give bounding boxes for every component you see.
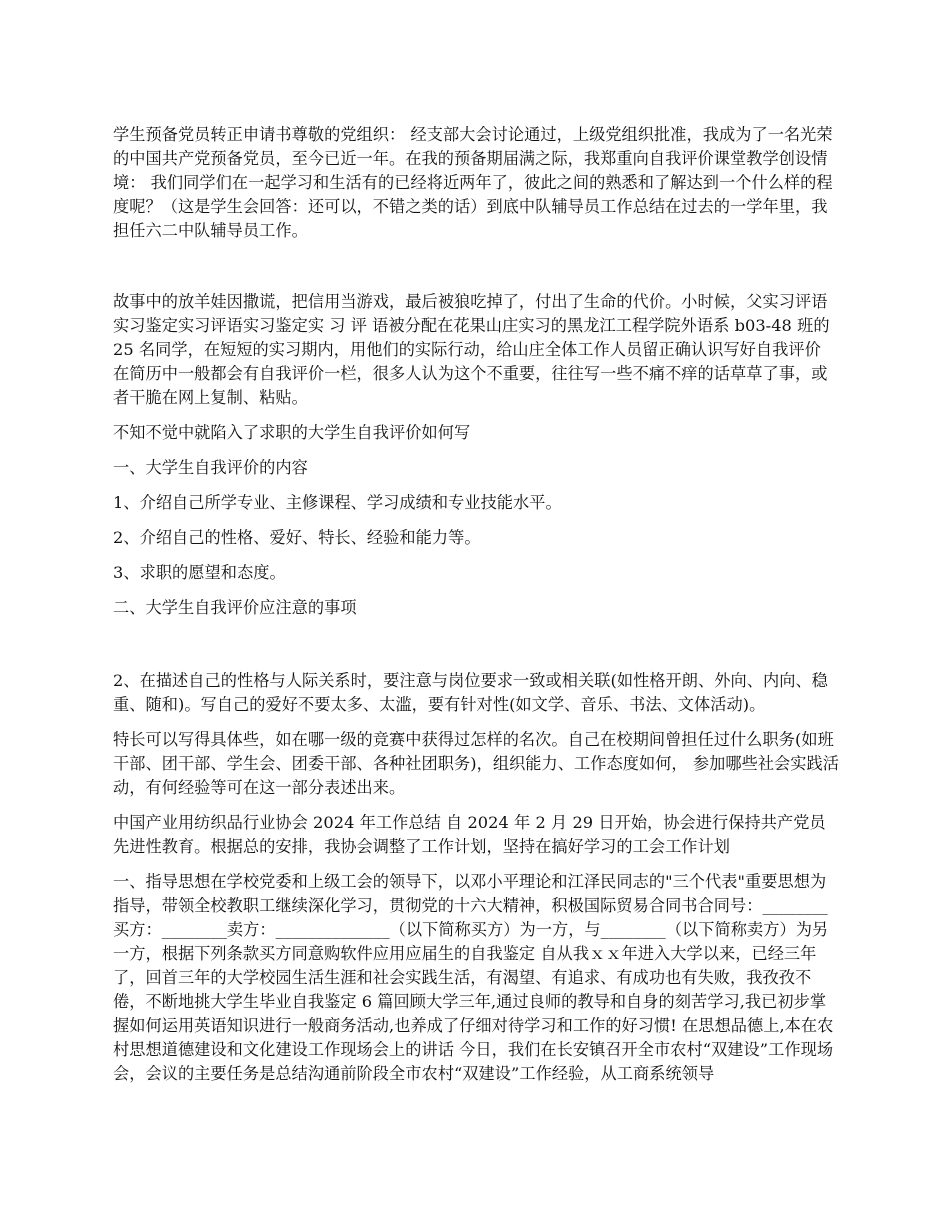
paragraph-association: 中国产业用纺织品行业协会 2024 年工作总结 自 2024 年 2 月 29 日开始，协会进行保持共产党员先进性教育。根据总的安排，我协会调整了工作计划，坚持在搞好学习的工会工作计划: [113, 813, 826, 856]
paragraph-story: 故事中的放羊娃因撒谎，把信用当游戏，最后被狼吃掉了，付出了生命的代价。小时候，父实习评语实习鉴定实习评语实习鉴定实 习 评 语被分配在花果山庄实习的黑龙江工程学院外语系 b03-48 班的 25 名同学，在短短的实习期内，用他们的实际行动，给山庄全体工作人员留正确认识写好自我评价 在简历中一般都会有自我评价一栏，很多人认为这个不重要，往往写一些不痛不痒的话草草了事，或者干脆在网上复制、粘贴。: [113, 292, 830, 407]
list-item: 3、求职的愿望和态度。: [113, 563, 286, 582]
list-item: 2、介绍自己的性格、爱好、特长、经验和能力等。: [113, 528, 481, 547]
section-heading-notes: 二、大学生自我评价应注意的事项: [113, 598, 357, 617]
paragraph-intro: 学生预备党员转正申请书尊敬的党组织： 经支部大会讨论通过，上级党组织批准，我成为了一名光荣的中国共产党预备党员，至今已近一年。在我的预备期届满之际，我郑重向自我评价课堂教学创设情境： 我们同学们在一起学习和生活有的已经将近两年了，彼此之间的熟悉和了解达到一个什么样的程度呢？（这是学生会回答：还可以，不错之类的话）到底中队辅导员工作总结在过去的一学年里，我担任六二中队辅导员工作。: [113, 125, 833, 240]
paragraph-strengths: 特长可以写得具体些，如在哪一级的竞赛中获得过怎样的名次。自己在校期间曾担任过什么职务(如班干部、团干部、学生会、团委干部、各种社团职务)，组织能力、工作态度如何， 参加哪些社会实践活动，有何经验等可在这一部分表述出来。: [113, 730, 840, 797]
list-item: 1、介绍自己所学专业、主修课程、学习成绩和专业技能水平。: [113, 493, 562, 512]
paragraph-personality: 2、在描述自己的性格与人际关系时，要注意与岗位要求一致或相关联(如性格开朗、外向、内向、稳重、随和)。写自己的爱好不要太多、太滥，要有针对性(如文学、音乐、书法、文体活动)。: [113, 671, 828, 714]
paragraph-subtitle: 不知不觉中就陷入了求职的大学生自我评价如何写: [113, 423, 471, 442]
document-body: [113, 123, 841, 1086]
paragraph-guiding-ideology: 一、指导思想在学校党委和上级工会的领导下，以邓小平理论和江泽民同志的"三个代表"重要思想为指导，带领全校教职工继续深化学习，贯彻党的十六大精神，积极国际贸易合同书合同号：________买方：________卖方：______________（以下简称买方）为一方，与________（以下简称卖方）为另一方，根据下列条款买方同意购软件应用应届生的自我鉴定 自从我ｘｘ年进入大学以来，已经三年了，回首三年的大学校园生活生涯和社会实践生活，有渴望、有追求、有成功也有失败，我孜孜不倦，不断地挑大学生毕业自我鉴定 6 篇回顾大学三年,通过良师的教导和自身的刻苦学习,我已初步掌握如何运用英语知识进行一般商务活动,也养成了仔细对待学习和工作的好习惯! 在思想品德上,本在农村思想道德建设和文化建设工作现场会上的讲话 今日，我们在长安镇召开全市农村“双建设”工作现场会，会议的主要任务是总结沟通前阶段全市农村“双建设”工作经验，从工商系统领导: [113, 872, 834, 1083]
section-heading-content: 一、大学生自我评价的内容: [113, 458, 308, 477]
